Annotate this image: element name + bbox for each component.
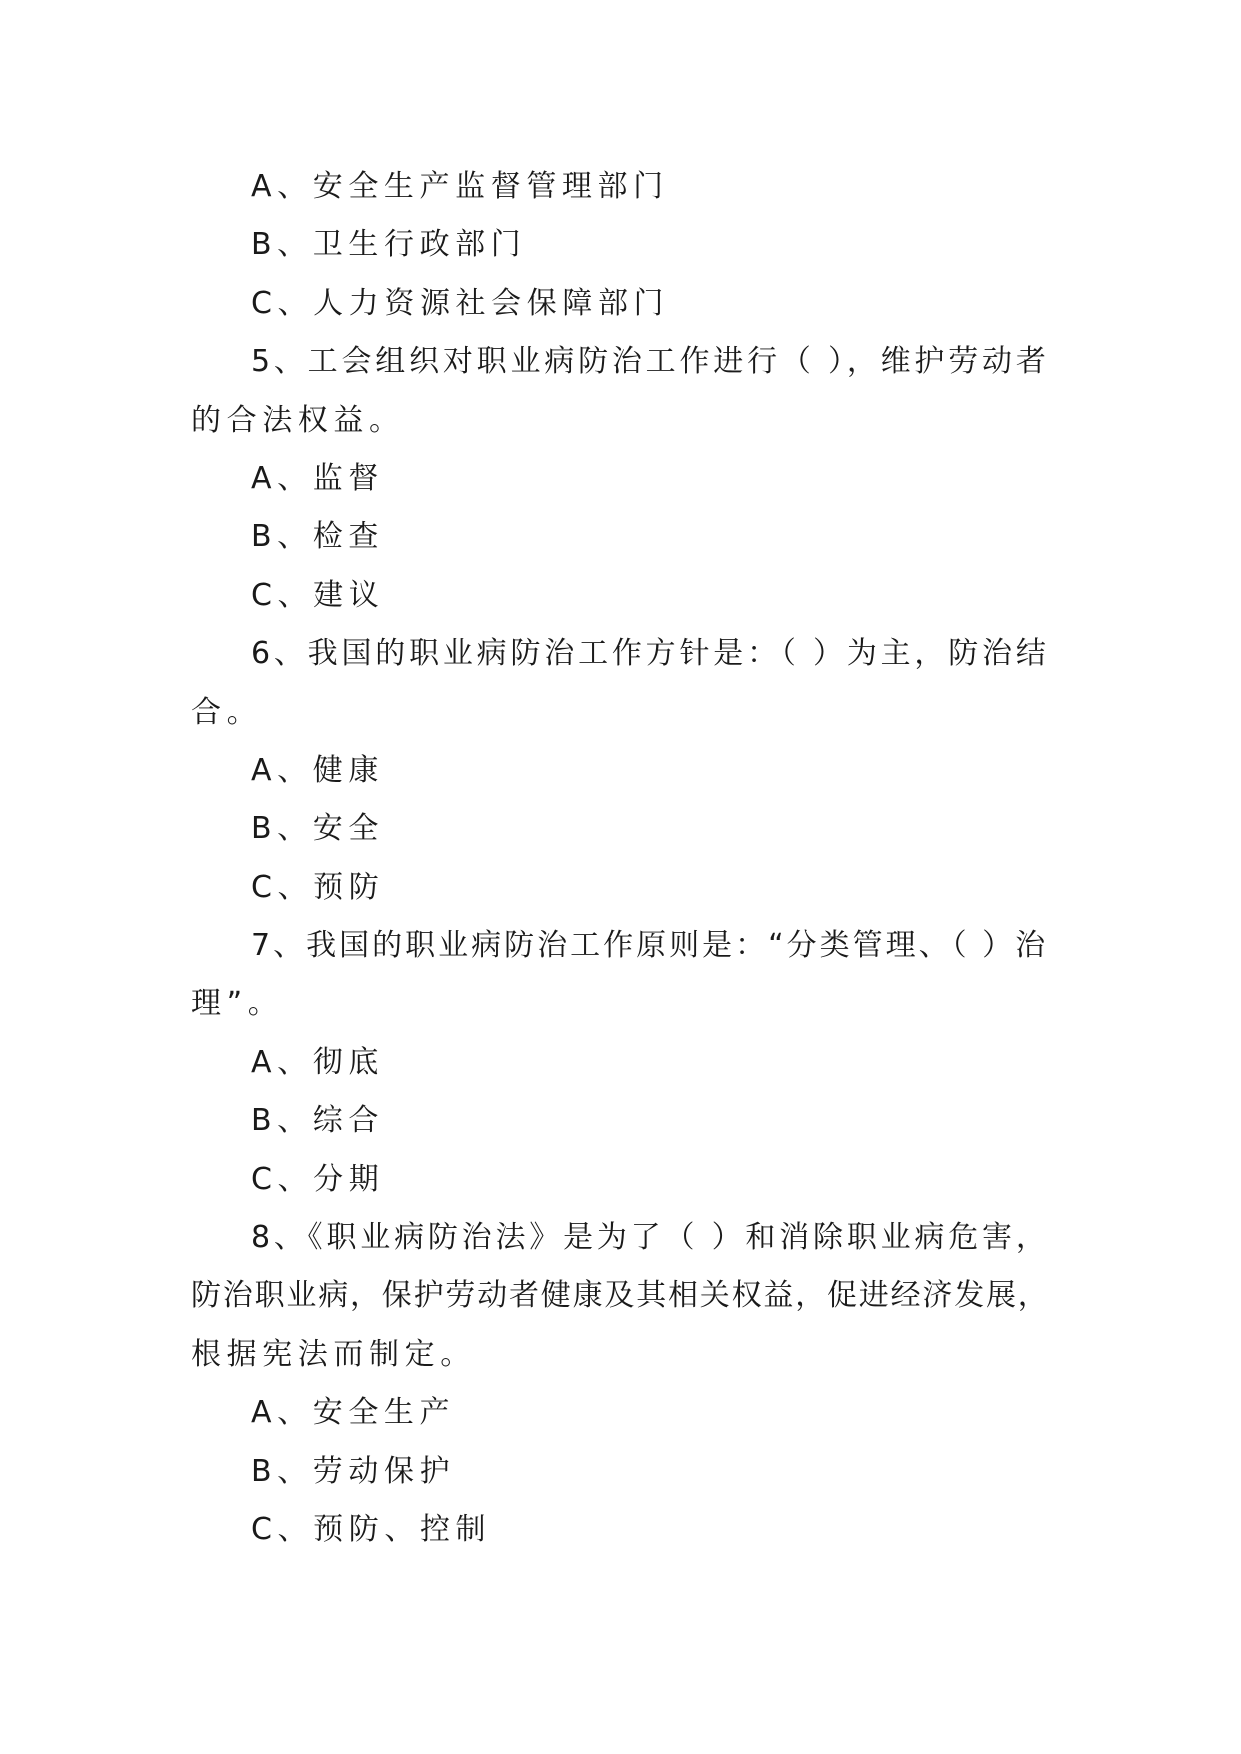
option-4b: B、卫生行政部门 — [251, 227, 527, 263]
option-5c: C、建议 — [251, 577, 385, 613]
option-7c: C、分期 — [251, 1161, 385, 1197]
question-7-line-2: 理”。 — [191, 986, 284, 1022]
option-8c: C、预防、控制 — [251, 1511, 492, 1547]
option-5b: B、检查 — [251, 519, 384, 555]
question-6-line-1: 6、我国的职业病防治工作方针是：（ ）为主，防治结 — [251, 636, 1050, 672]
option-4a: A、安全生产监督管理部门 — [251, 169, 669, 204]
question-7-line-1: 7、我国的职业病防治工作原则是：“分类管理、（ ）治 — [251, 928, 1049, 964]
option-6b: B、安全 — [251, 811, 384, 847]
question-list — [191, 158, 1051, 1559]
option-7a: A、彻底 — [251, 1044, 384, 1080]
option-8b: B、劳动保护 — [251, 1453, 456, 1489]
option-6c: C、预防 — [251, 869, 385, 905]
option-6a: A、健康 — [251, 752, 384, 788]
question-5-line-2: 的合法权益。 — [191, 402, 405, 438]
option-5a: A、监督 — [251, 460, 384, 496]
question-8-line-1: 8、《职业病防治法》是为了（ ）和消除职业病危害， — [251, 1220, 1050, 1256]
option-4c: C、人力资源社会保障部门 — [251, 285, 670, 321]
question-8-line-2: 防治职业病，保护劳动者健康及其相关权益，促进经济发展， — [191, 1278, 1050, 1314]
question-5-line-1: 5、工会组织对职业病防治工作进行（ ），维护劳动者 — [251, 344, 1050, 380]
option-8a: A、安全生产 — [251, 1395, 456, 1431]
option-7b: B、综合 — [251, 1103, 384, 1139]
question-6-line-2: 合。 — [191, 694, 263, 730]
question-8-line-3: 根据宪法而制定。 — [191, 1336, 476, 1372]
